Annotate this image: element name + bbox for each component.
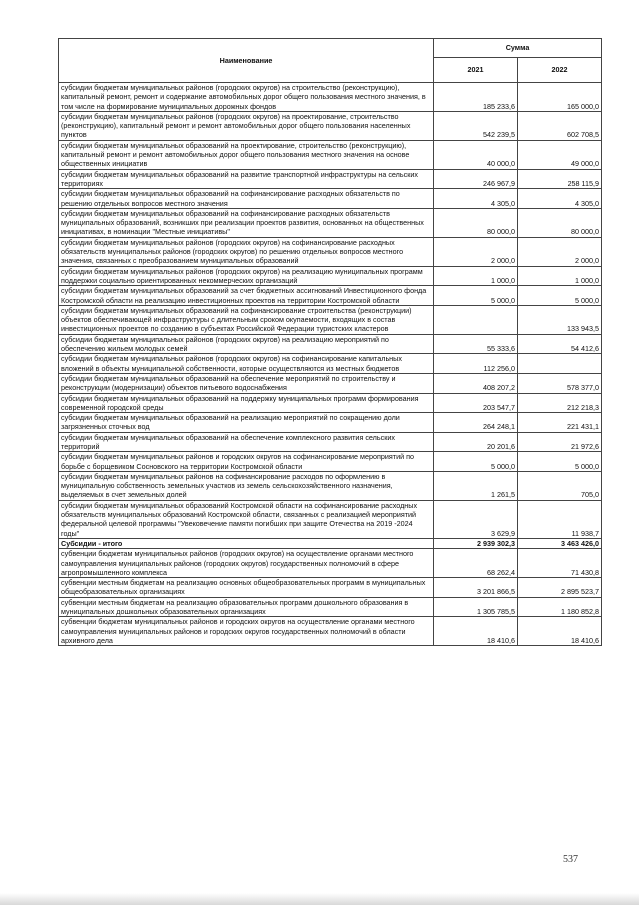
row-name: субсидии бюджетам муниципальных образований на обеспечение мероприятий по строительству и реконструкции (модернизации) объектов питьевого водоснабжения: [59, 373, 434, 393]
row-value-2021: 80 000,0: [434, 208, 518, 237]
table-row: [59, 334, 602, 354]
row-value-2022: 258 115,9: [518, 169, 602, 189]
row-value-2022: 4 305,0: [518, 189, 602, 209]
row-value-2021: 5 000,0: [434, 452, 518, 472]
row-value-2021: 20 201,6: [434, 432, 518, 452]
table-row: [59, 500, 602, 538]
page-edge: [0, 893, 639, 905]
row-name: субсидии бюджетам муниципальных районов и городских округов на софинансирование мероприятий по борьбе с борщевиком Сосновского на территории Костромской области: [59, 452, 434, 472]
row-value-2021: 408 207,2: [434, 373, 518, 393]
table-row: [59, 237, 602, 266]
row-name: субвенции местным бюджетам на реализацию основных общеобразовательных программ в муниципальных общеобразовательных организациях: [59, 578, 434, 598]
table-row: [59, 286, 602, 306]
row-value-2021: 4 305,0: [434, 189, 518, 209]
total-row: [59, 538, 602, 548]
page-number: 537: [563, 854, 578, 865]
row-value-2022: 221 431,1: [518, 413, 602, 433]
row-value-2022: 2 000,0: [518, 237, 602, 266]
row-value-2022: 21 972,6: [518, 432, 602, 452]
row-name: субсидии бюджетам муниципальных районов (городских округов) на реализацию муниципальных программ поддержки социально ориентированных некоммерческих организаций: [59, 266, 434, 286]
table-row: [59, 354, 602, 374]
row-value-2021: 5 000,0: [434, 286, 518, 306]
table-row: [59, 169, 602, 189]
row-name: субсидии бюджетам муниципальных образований Костромской области на софинансирование расходных обязательств муниципальных образований Костромской области, связанных с реализацией мероприятий федеральной целевой программы "Увековечение памяти погибших при защите Отечества на 2019 -2024 годы": [59, 500, 434, 538]
row-value-2022: 578 377,0: [518, 373, 602, 393]
row-name: субсидии бюджетам муниципальных образований на софинансирование расходных обязательств по решению отдельных вопросов местного значения: [59, 189, 434, 209]
row-value-2021: 18 410,6: [434, 617, 518, 646]
row-value-2021: 246 967,9: [434, 169, 518, 189]
row-value-2021: 542 239,5: [434, 111, 518, 140]
row-value-2021: 3 201 866,5: [434, 578, 518, 598]
table-row: [59, 413, 602, 433]
header-year-2022: 2022: [518, 58, 602, 83]
table-row: [59, 597, 602, 617]
row-value-2021: 203 547,7: [434, 393, 518, 413]
header-sum: Сумма: [434, 39, 602, 58]
table-row: [59, 393, 602, 413]
table-row: [59, 549, 602, 578]
table-row: [59, 617, 602, 646]
row-value-2021: [434, 305, 518, 334]
row-value-2022: 602 708,5: [518, 111, 602, 140]
row-value-2021: 55 333,6: [434, 334, 518, 354]
row-name: субсидии бюджетам муниципальных образований на развитие транспортной инфраструктуры на сельских территориях: [59, 169, 434, 189]
row-value-2021: 68 262,4: [434, 549, 518, 578]
row-name: субсидии бюджетам муниципальных районов (городских округов) на строительство (реконструкцию), капитальный ремонт, ремонт и содержание автомобильных дорог общего пользования местного значения, в том числе на формирование муниципальных дорожных фондов: [59, 83, 434, 112]
table-row: [59, 452, 602, 472]
row-name: субсидии бюджетам муниципальных образований за счет бюджетных ассигнований Инвестиционного фонда Костромской области на реализацию инвестиционных проектов на территории Костромской области: [59, 286, 434, 306]
row-value-2022: 80 000,0: [518, 208, 602, 237]
table-row: [59, 266, 602, 286]
row-value-2021: 1 000,0: [434, 266, 518, 286]
table-row: [59, 189, 602, 209]
row-name: субсидии бюджетам муниципальных районов (городских округов) на проектирование, строительство (реконструкцию), капитальный ремонт и ремонт автомобильных дорог общего пользования населенных пунктов: [59, 111, 434, 140]
row-name: субсидии бюджетам муниципальных образований на проектирование, строительство (реконструкцию), капитальный ремонт и ремонт автомобильных дорог общего пользования местного значения на основе общественных инициатив: [59, 140, 434, 169]
row-name: субсидии бюджетам муниципальных образований на софинансирование строительства (реконструкции) объектов обеспечивающей инфраструктуры с длительным сроком окупаемости, входящих в состав инвестиционных проектов по созданию в субъектах Российской Федерации туристских кластеров: [59, 305, 434, 334]
table-row: [59, 83, 602, 112]
row-name: субсидии бюджетам муниципальных образований на софинансирование расходных обязательств муниципальных образований, возникших при реализации проектов развития, основанных на общественных инициативах, в номинации "Местные инициативы": [59, 208, 434, 237]
row-value-2022: 5 000,0: [518, 452, 602, 472]
header-year-2021: 2021: [434, 58, 518, 83]
row-value-2022: 165 000,0: [518, 83, 602, 112]
row-value-2021: 112 256,0: [434, 354, 518, 374]
table-body: [59, 83, 602, 646]
row-value-2021: 40 000,0: [434, 140, 518, 169]
row-value-2022: 11 938,7: [518, 500, 602, 538]
row-value-2022: 1 000,0: [518, 266, 602, 286]
row-value-2022: 18 410,6: [518, 617, 602, 646]
budget-table: [58, 38, 602, 646]
row-name: субвенции бюджетам муниципальных районов (городских округов) на осуществление органами местного самоуправления муниципальных районов (городских округов) государственных полномочий в сфере агропромышленного комплекса: [59, 549, 434, 578]
row-value-2022: 133 943,5: [518, 305, 602, 334]
row-value-2021: 1 305 785,5: [434, 597, 518, 617]
row-value-2022: 49 000,0: [518, 140, 602, 169]
row-name: субсидии бюджетам муниципальных районов (городских округов) на софинансирование расходных обязательств муниципальных районов (городских округов) по решению отдельных вопросов местного значения, связанных с преобразованием муниципальных образований: [59, 237, 434, 266]
row-value-2022: 212 218,3: [518, 393, 602, 413]
row-name: субвенции бюджетам муниципальных районов и городских округов на осуществление органами местного самоуправления муниципальных районов и городских округов государственных полномочий в области архивного дела: [59, 617, 434, 646]
row-value-2022: [518, 354, 602, 374]
row-value-2022: 5 000,0: [518, 286, 602, 306]
table-row: [59, 208, 602, 237]
row-value-2022: 71 430,8: [518, 549, 602, 578]
row-value-2022: 3 463 426,0: [518, 538, 602, 548]
row-value-2022: 705,0: [518, 471, 602, 500]
row-name: субсидии бюджетам муниципальных районов на софинансирование расходов по оформлению в муниципальную собственность земельных участков из земель сельскохозяйственного назначения, выделяемых в счет земельных долей: [59, 471, 434, 500]
table-row: [59, 373, 602, 393]
row-name: субсидии бюджетам муниципальных образований на поддержку муниципальных программ формирования современной городской среды: [59, 393, 434, 413]
row-name: Субсидии - итого: [59, 538, 434, 548]
table-row: [59, 578, 602, 598]
row-value-2022: 54 412,6: [518, 334, 602, 354]
row-value-2022: 2 895 523,7: [518, 578, 602, 598]
table-row: [59, 111, 602, 140]
row-value-2022: 1 180 852,8: [518, 597, 602, 617]
header-name: Наименование: [59, 39, 434, 83]
row-name: субсидии бюджетам муниципальных районов (городских округов) на софинансирование капитальных вложений в объекты муниципальной собственности, которые осуществляются из местных бюджетов: [59, 354, 434, 374]
row-name: субсидии бюджетам муниципальных образований на обеспечение комплексного развития сельских территорий: [59, 432, 434, 452]
row-value-2021: 3 629,9: [434, 500, 518, 538]
row-value-2021: 2 939 302,3: [434, 538, 518, 548]
row-value-2021: 2 000,0: [434, 237, 518, 266]
row-name: субсидии бюджетам муниципальных образований на реализацию мероприятий по сокращению доли загрязненных сточных вод: [59, 413, 434, 433]
table-row: [59, 140, 602, 169]
table-row: [59, 305, 602, 334]
row-value-2021: 185 233,6: [434, 83, 518, 112]
row-name: субвенции местным бюджетам на реализацию образовательных программ дошкольного образования в муниципальных дошкольных образовательных организациях: [59, 597, 434, 617]
table-row: [59, 471, 602, 500]
table-row: [59, 432, 602, 452]
row-value-2021: 1 261,5: [434, 471, 518, 500]
row-name: субсидии бюджетам муниципальных районов (городских округов) на реализацию мероприятий по обеспечению жильем молодых семей: [59, 334, 434, 354]
row-value-2021: 264 248,1: [434, 413, 518, 433]
